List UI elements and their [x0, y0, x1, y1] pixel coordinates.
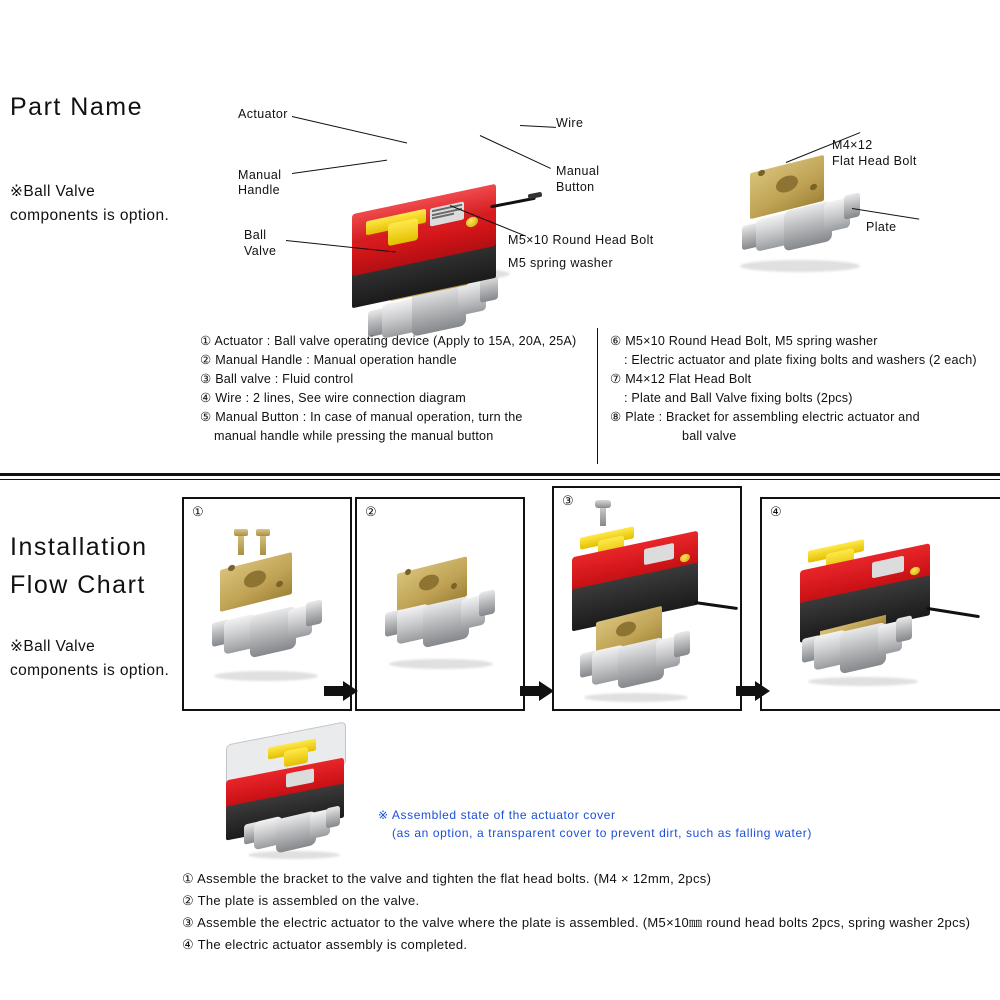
legend-left-item-4: ④ Wire : 2 lines, See wire connection diagram	[200, 391, 466, 405]
callout-round-head-bolt-line2: M5 spring washer	[508, 256, 614, 270]
legend-left-item-5: ⑤ Manual Button : In case of manual operation, turn the	[200, 410, 523, 424]
callout-actuator: Actuator	[238, 107, 288, 121]
callout-manual-button-line1: Manual	[556, 164, 600, 178]
callout-flat-head-bolt-line2: Flat Head Bolt	[832, 154, 917, 168]
legend-right-item-6: ⑥ M5×10 Round Head Bolt, M5 spring washer	[610, 334, 878, 348]
cover-note-line1: ※ Assembled state of the actuator cover	[378, 808, 616, 822]
cover-note-line2: (as an option, a transparent cover to prevent dirt, such as falling water)	[392, 826, 812, 840]
callout-ball-valve-line1: Ball	[244, 228, 267, 242]
instruction-4: ④ The electric actuator assembly is completed.	[182, 937, 468, 952]
installation-note: ※Ball Valve components is option.	[10, 638, 170, 680]
part-name-note: ※Ball Valve components is option.	[10, 183, 170, 225]
flow-arrow-3	[736, 680, 772, 702]
installation-instructions	[182, 868, 992, 956]
flow-arrow-2	[520, 680, 556, 702]
flow-step-box-1	[182, 497, 352, 711]
part-name-title: Part Name	[10, 93, 143, 121]
flow-step-box-4	[760, 497, 1000, 711]
callout-manual-button-line2: Button	[556, 180, 595, 194]
instruction-1: ① Assemble the bracket to the valve and tighten the flat head bolts. (M4 × 12mm, 2pcs)	[182, 871, 712, 886]
legend-right-item-8: ⑧ Plate : Bracket for assembling electric actuator and	[610, 410, 920, 424]
legend-left-item-3: ③ Ball valve : Fluid control	[200, 372, 354, 386]
callout-ball-valve-line2: Valve	[244, 244, 277, 258]
callout-lines-left	[230, 95, 710, 305]
installation-title-line1: Installation	[10, 533, 148, 561]
flow-step-number-4: ④	[770, 504, 782, 519]
callout-round-head-bolt-line1: M5×10 Round Head Bolt	[508, 233, 654, 247]
callout-manual-handle-line1: Manual	[238, 168, 282, 182]
flow-step-number-3: ③	[562, 493, 574, 508]
callout-flat-head-bolt-line1: M4×12	[832, 138, 873, 152]
callout-plate: Plate	[866, 220, 897, 234]
section-divider-thin	[0, 479, 1000, 480]
flow-step-box-3	[552, 486, 742, 711]
flow-step-number-1: ①	[192, 504, 204, 519]
step4-illustration	[762, 499, 1000, 709]
legend-left-item-2: ② Manual Handle : Manual operation handle	[200, 353, 457, 367]
legend-right-item-8-cont: ball valve	[682, 429, 737, 443]
step2-illustration	[357, 499, 523, 709]
legend-right-item-7-cont: : Plate and Ball Valve fixing bolts (2pcs)	[624, 391, 853, 405]
flow-step-number-2: ②	[365, 504, 377, 519]
callout-wire: Wire	[556, 116, 584, 130]
installation-title-line2: Flow Chart	[10, 571, 146, 599]
flow-arrow-1	[324, 680, 360, 702]
flow-step-box-2	[355, 497, 525, 711]
legend-right-item-6-cont: : Electric actuator and plate fixing bolts and washers (2 each)	[624, 353, 977, 367]
legend-left-item-1: ① Actuator : Ball valve operating device (Apply to 15A, 20A, 25A)	[200, 334, 577, 348]
step1-illustration	[184, 499, 350, 709]
legend-right	[610, 332, 1000, 446]
legend-right-item-7: ⑦ M4×12 Flat Head Bolt	[610, 372, 752, 386]
legend-left-item-5-cont: manual handle while pressing the manual button	[214, 429, 494, 443]
section-divider	[0, 473, 1000, 476]
step3-illustration	[554, 488, 740, 709]
legend-left	[200, 332, 590, 446]
callout-manual-handle-line2: Handle	[238, 183, 281, 197]
covered-assembly-illustration	[210, 725, 380, 855]
instruction-3: ③ Assemble the electric actuator to the valve where the plate is assembled. (M5×10㎜ round head bolts 2pcs, spring washer 2pcs)	[182, 915, 971, 930]
instruction-2: ② The plate is assembled on the valve.	[182, 893, 420, 908]
